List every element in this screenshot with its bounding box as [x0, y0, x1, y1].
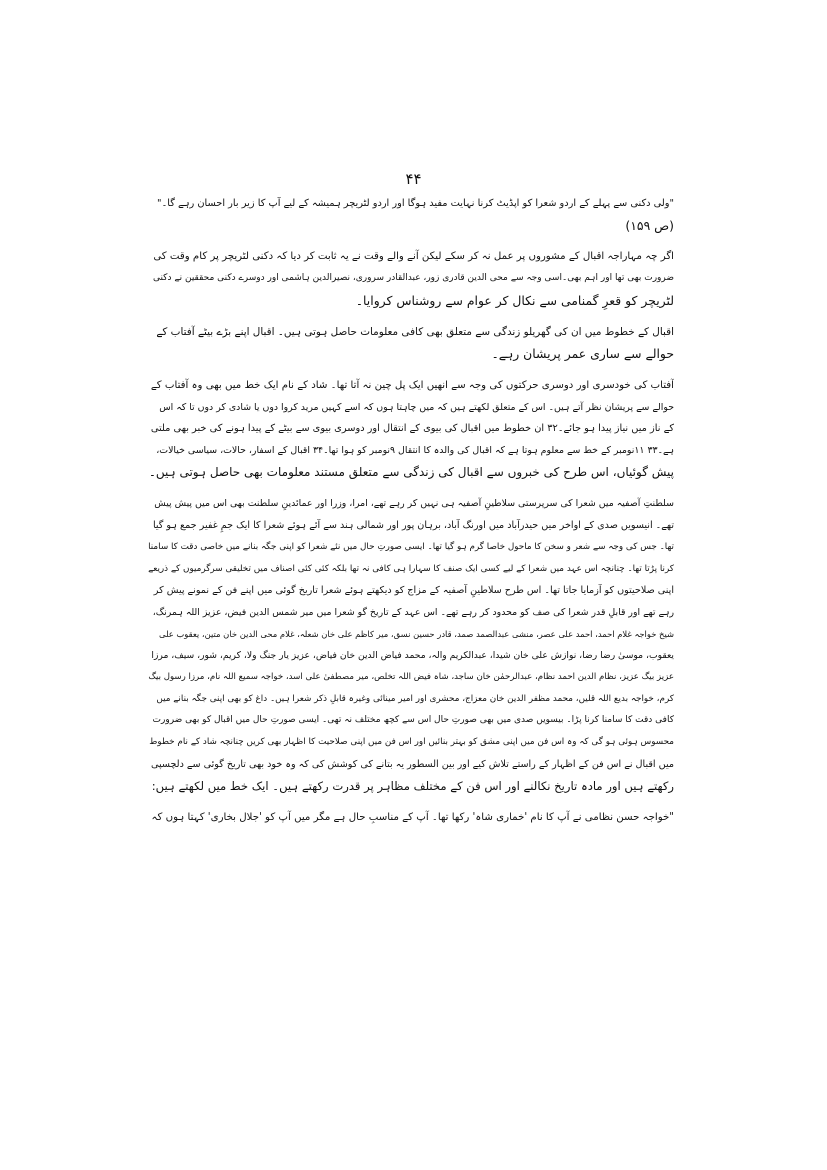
paragraph — [148, 322, 674, 365]
text-line: تھا۔ جس کی وجہ سے شعر و سخن کا ماحول خاصا گرم ہو گیا تھا۔ ایسی صورتِ حال میں نئے شعرا کو اپنی جگہ بنانے میں خاصی دقت کا سامنا — [148, 541, 674, 552]
paragraph — [148, 375, 674, 484]
text-line: (ص ۱۵۹) — [625, 217, 674, 233]
text-line: یعقوب، موسیٰ رضا رضا، نوازش علی خان شیدا، عبدالکریم والہ، محمد فیاض الدین خان فیاض، عزیز یار جنگ ولا، کریم، شور، سیف، مرزا — [151, 650, 674, 662]
text-line: کرنا پڑتا تھا۔ چنانچہ اس عہد میں شعرا کے لیے کسی ایک صنف کا سہارا ہی کافی نہ تھا بلکہ کئی کئی اصناف میں تخلیقی سرگرمیوں کے ذریعے — [148, 563, 674, 574]
paragraph — [148, 193, 674, 236]
text-line: اقبال کے خطوط میں ان کی گھریلو زندگی سے متعلق بھی کافی معلومات حاصل ہوتی ہیں۔ اقبال اپنے بڑے بیٹے آفتاب کے — [156, 325, 674, 338]
text-line: پیش گوئیاں، اس طرح کی خبروں سے اقبال کی زندگی سے متعلق مستند معلومات بھی حاصل ہوتی ہیں۔ — [148, 464, 674, 479]
text-line: حوالے سے پریشان نظر آتے ہیں۔ اس کے متعلق لکھتے ہیں کہ میں چاہتا ہوں کہ اسے کہیں مرید کروا دوں یا شادی کر دوں تا کہ اس — [159, 401, 674, 413]
text-line: لٹریچر کو قعرِ گمنامی سے نکال کر عوام سے روشناس کروایا۔ — [355, 292, 674, 308]
paragraph — [148, 493, 674, 797]
text-line: سلطنتِ آصفیہ میں شعرا کی سرپرستی سلاطینِ آصفیہ ہی نہیں کر رہے تھے، امرا، وزرا اور عمائدینِ سلطنت بھی اس میں پیش پیش — [154, 498, 674, 510]
text-line: "خواجہ حسن نظامی نے آپ کا نام 'خماری شاہ' رکھا تھا۔ آپ کے مناسبِ حال ہے مگر میں آپ کو 'جلال بخاری' کہتا ہوں کہ — [151, 812, 674, 824]
paragraph — [148, 807, 674, 829]
text-line: کرم، خواجہ بدیع اللہ قلیں، محمد مظفر الدین خان معزاج، محشری اور امیر مینائی وغیرہ قابلِ ذکر شعرا ہیں۔ داغ کو بھی اپنی جگہ بنانے میں — [156, 693, 674, 704]
text-line: تھے۔ انیسویں صدی کے اواخر میں حیدرآباد میں اورنگ آباد، برہان پور اور شمالی ہند سے آئے ہوئے شعرا کا ایک جمِ غفیر جمع ہو گیا — [152, 520, 674, 532]
text-line: اگر چہ مہاراجہ اقبال کے مشوروں پر عمل نہ کر سکے لیکن آنے والے وقت نے یہ ثابت کر دیا کہ دکنی لٹریچر پر کام وقت کی — [153, 251, 674, 263]
text-line: کافی دقت کا سامنا کرنا پڑا۔ بیسویں صدی میں بھی صورتِ حال اس سے کچھ مختلف نہ تھی۔ ایسی صورتِ حال میں اقبال کو بھی ضرورت — [152, 715, 674, 726]
body-text — [148, 193, 674, 839]
text-line: آفتاب کی خودسری اور دوسری حرکتوں کی وجہ سے انھیں ایک پل چین نہ آتا تھا۔ شاد کے نام ایک خط میں بھی وہ آفتاب کے — [150, 379, 674, 391]
text-line: رکھتے ہیں اور مادہ تاریخ نکالنے اور اس فن کے مختلف مظاہر پر قدرت رکھتے ہیں۔ ایک خط میں لکھتے ہیں: — [151, 778, 674, 793]
text-line: حوالے سے ساری عمر پریشان رہے۔ — [491, 346, 674, 362]
text-line: اپنی صلاحیتوں کو آزمایا جاتا تھا۔ اس طرح سلاطینِ آصفیہ کے مزاج کو دیکھتے ہوئے شعرا تاریخ گوئی میں اپنے فن کے نمونے پیش کر — [153, 585, 674, 597]
paragraph — [148, 246, 674, 311]
page-number: ۴۴ — [405, 170, 422, 188]
text-line: "ولی دکنی سے پہلے کے اردو شعرا کو اپڈیٹ کرنا نہایت مفید ہوگا اور اردو لٹریچر ہمیشہ کے لیے آپ کا زیر بار احسان رہے گا۔" — [157, 198, 674, 209]
text-line: شیخ خواجہ غلام احمد، احمد علی عصر، منشی عبدالصمد صمد، قادر حسین نسق، میر کاظم علی خان شعلہ، غلام محی الدین خان متین، یعقوب علی — [159, 628, 674, 639]
text-line: رہے تھے اور قابلِ قدر شعرا کی صف کو محدود کر رہے تھے۔ اس عہد کے تاریخ گو شعرا میں میر شمس الدین فیض، عزیز اللہ ہمرنگ، — [152, 606, 674, 618]
text-line: کے ناز میں نیاز پیدا ہو جائے۔۳۲ ان خطوط میں اقبال کی بیوی کے انتقال اور دوسری بیوی سے بیٹے کے پیدا ہونے کی خبر بھی ملتی — [150, 423, 674, 435]
text-line: میں اقبال نے اس فن کے اظہار کے راستے تلاش کیے اور بین السطور یہ بتانے کی کوشش کی کہ وہ خود بھی تاریخ گوئی سے دلچسپی — [151, 758, 674, 770]
text-line: ضرورت بھی تھا اور اہم بھی۔اسی وجہ سے محی الدین قادری زور، عبدالقادر سروری، نصیرالدین ہاشمی اور دوسرے دکنی محققین نے دکنی — [152, 273, 674, 284]
text-line: محسوس ہوئی ہو گی کہ وہ اس فن میں اپنی مشق کو بہتر بنائیں اور اس فن میں اپنی صلاحیت کا اظہار بھی کریں چنانچہ شاد کے نام خطوط — [149, 737, 674, 748]
text-line: عزیز بیگ عزیز، نظام الدین احمد نظام، عبدالرحمٰن خان ساجد، شاہ فیض اللہ تخلص، میر مصطفیٰ علی اسد، خواجہ سمیع اللہ نام، مرزا رسول بیگ — [148, 672, 674, 683]
text-line: ہے۔۳۳ ۱۱نومبر کے خط سے معلوم ہوتا ہے کہ اقبال کی والدہ کا انتقال ۹نومبر کو ہوا تھا۔۳۴ اقبال کے اسفار، حالات، سیاسی خیالات، — [156, 445, 674, 457]
